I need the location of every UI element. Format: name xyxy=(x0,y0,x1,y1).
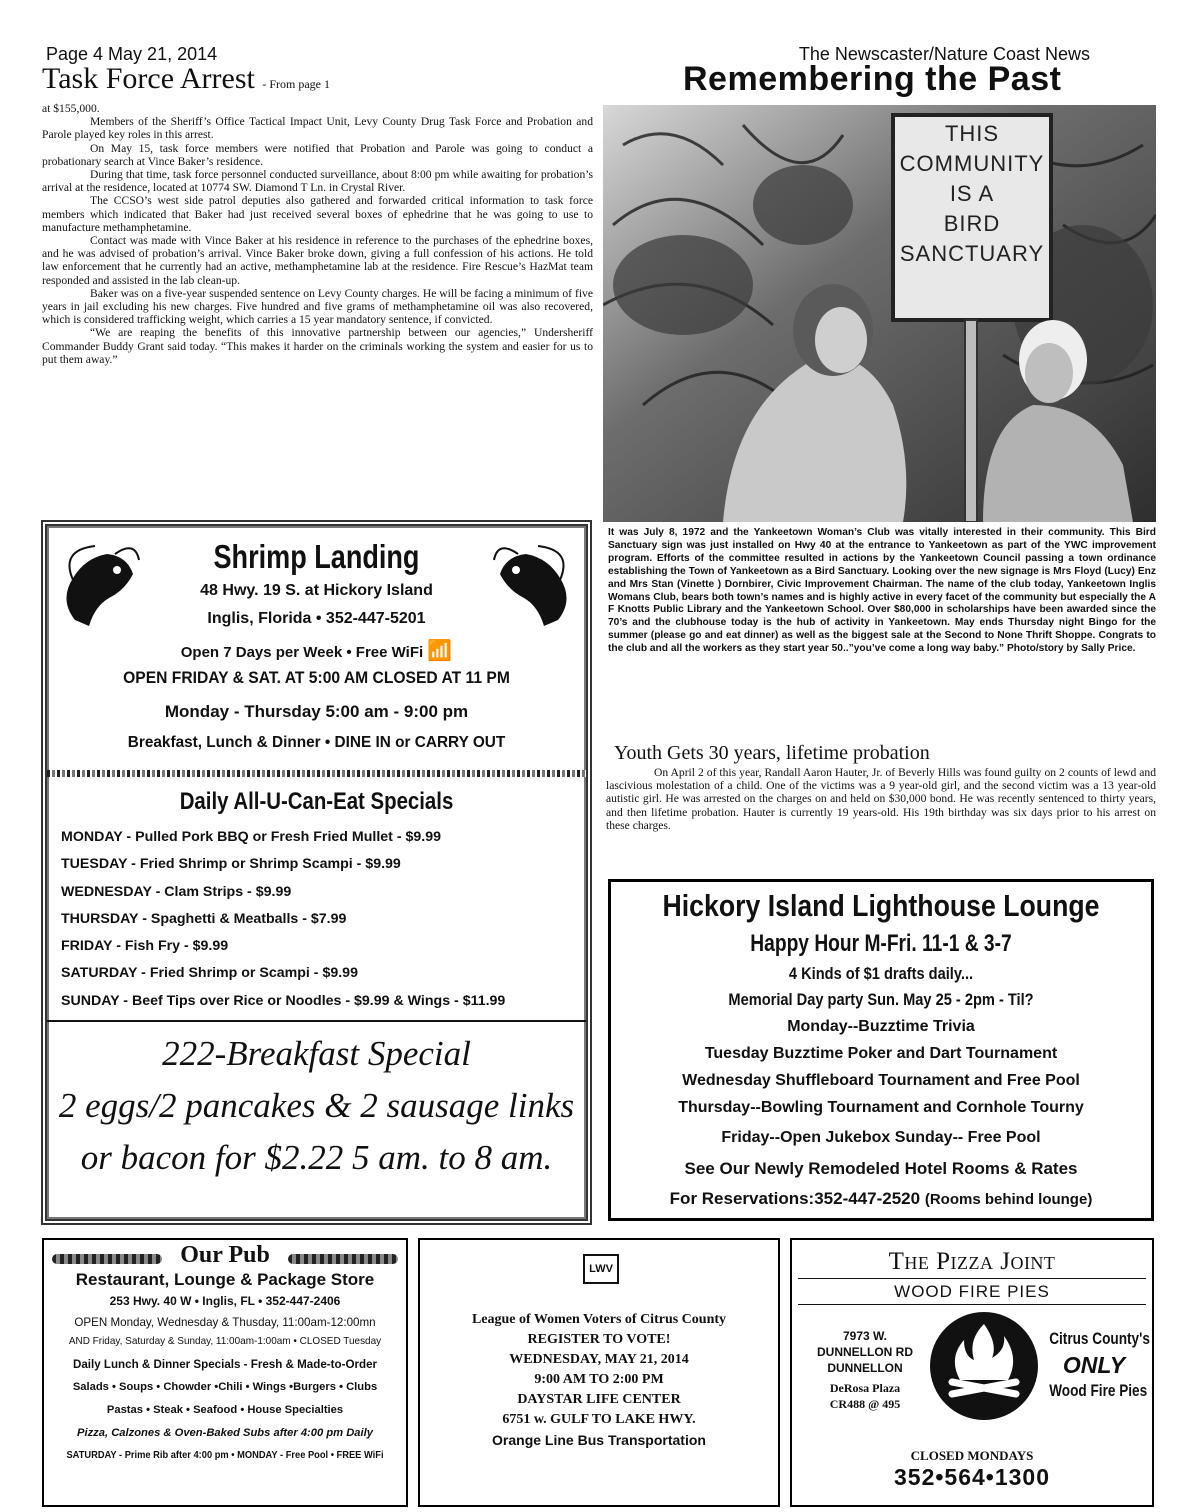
pub-menu: Salads • Soups • Chowder •Chili • Wings •Burgers • Clubs xyxy=(72,1381,378,1393)
breakfast-special-title: 222-Breakfast Special xyxy=(162,1034,471,1073)
lounge-event: Thursday--Bowling Tournament and Cornhole Tourny xyxy=(678,1099,1084,1116)
pizza-plaza: DeRosa Plaza xyxy=(829,1381,901,1395)
article-title-text: Task Force Arrest xyxy=(42,62,255,95)
arrest-paragraph: Members of the Sheriff’s Office Tactical Impact Unit, Levy County Drug Task Force and Probation and Parole played key roles in this arrest. xyxy=(42,115,593,142)
shrimp-meals: Breakfast, Lunch & Dinner • DINE IN or CARRY OUT xyxy=(127,734,506,751)
page-header-right: The Newscaster/Nature Coast News xyxy=(798,44,1090,64)
pizza-rule xyxy=(798,1304,1146,1305)
pizza-tag-only: ONLY xyxy=(1062,1352,1126,1378)
youth-title: Youth Gets 30 years, lifetime probation xyxy=(614,742,930,764)
pub-address: 253 Hwy. 40 W • Inglis, FL • 352-447-2406 xyxy=(109,1294,341,1308)
arrest-paragraph: The CCSO’s west side patrol deputies also gathered and forwarded critical information to task force members which indicated that Baker had just received several boxes of ephedrine that he was going to use to manufacture methamphetamine. xyxy=(42,194,593,234)
lwv-logo-text: LWV xyxy=(589,1263,613,1275)
shrimp-city-phone: Inglis, Florida • 352-447-5201 xyxy=(207,610,426,627)
photo-caption: It was July 8, 1972 and the Yankeetown Woman’s Club was vitally interested in their community. This Bird Sanctuary sign was just installed on Hwy 40 at the entrance to Yankeetown as part of the YWC improvement program. Efforts of the committee resulted in actions by the Yankeetown Council passing a town ordinance establishing the Town of Yankeetown as a Bird Sanctuary. Looking over the new signage is Mrs Floyd (Lucy) Enz and Mrs Stan (Vinette ) Dornbirer, Civic Improvement Chairman. The name of the club today, Yankeetown Inglis Womans Club, bears both town’s names and is highly active in every facet of the community but especially the A F Knotts Public Library and the Yankeetown School. Over $80,000 in scholarships have been awarded since the 70’s and the clubhouse today is the hub of activity in Yankeetown. May ends Thursday night Bingo for the summer (please go and eat dinner) as well as the biggest sale at the Second to None Thrift Shoppe. Congrats to the club and all the workers as they start year 50..”you’ve come a long way baby.” Photo/story by Sally Price. xyxy=(608,527,1156,655)
special-item: SATURDAY - Fried Shrimp or Scampi - $9.99 xyxy=(61,965,358,982)
pizza-tagline xyxy=(1038,1326,1150,1404)
lwv-line: 9:00 AM TO 2:00 PM xyxy=(534,1372,664,1387)
shrimp-friday-hours: OPEN FRIDAY & SAT. AT 5:00 AM CLOSED AT 11 PM xyxy=(123,668,510,687)
specials-title: Daily All-U-Can-Eat Specials xyxy=(179,788,454,815)
historic-photo xyxy=(603,105,1156,522)
breakfast-special-line: or bacon for $2.22 5 am. to 8 am. xyxy=(80,1138,553,1177)
pub-menu: SATURDAY - Prime Rib after 4:00 pm • MONDAY - Free Pool • FREE WiFi xyxy=(66,1450,384,1461)
specials-divider xyxy=(47,1020,586,1022)
pizza-address-line: DUNNELLON RD xyxy=(817,1345,913,1359)
fire-icon xyxy=(928,1310,1040,1422)
arrest-paragraph: “We are reaping the benefits of this innovative partnership between our agencies,” Undersheriff Commander Buddy Grant said today. “This makes it harder on the criminals working the system and easier for us to put them away.” xyxy=(42,326,593,366)
pizza-closed: CLOSED MONDAYS xyxy=(910,1448,1034,1463)
wifi-icon: 📶 xyxy=(427,640,453,662)
lwv-line: Orange Line Bus Transportation xyxy=(492,1432,706,1448)
pizza-tag: Wood Fire Pies xyxy=(1049,1381,1148,1400)
lounge-event: Friday--Open Jukebox Sunday-- Free Pool xyxy=(721,1129,1041,1146)
article-title-sub: - From page 1 xyxy=(262,77,330,91)
sign-line: IS A xyxy=(949,181,995,206)
reservations-note: (Rooms behind lounge) xyxy=(924,1191,1093,1208)
youth-body: On April 2 of this year, Randall Aaron Hauter, Jr. of Beverly Hills was found guilty on 2 counts of lewd and lascivious molestation of a child. One of the victims was a 9 year-old girl, and the second victim was a 13 year-old autistic girl. He was arrested on the charges on and held on $30,000 bond. He was recently sentenced to thirty years, and then lifetime probation. Hauter is currently 19 years-old. His 19th birthday was six days prior to his arrest on these charges. xyxy=(606,766,1156,832)
special-item: WEDNESDAY - Clam Strips - $9.99 xyxy=(61,883,292,900)
lounge-reservations xyxy=(611,1189,1151,1209)
pizza-joint-name: The Pizza Joint xyxy=(888,1248,1056,1275)
arrest-lead: at $155,000. xyxy=(42,102,100,115)
lounge-hotel: See Our Newly Remodeled Hotel Rooms & Rates xyxy=(684,1159,1078,1178)
lounge-event: Monday--Buzztime Trivia xyxy=(787,1018,975,1035)
lounge-happy-hour: Happy Hour M-Fri. 11-1 & 3-7 xyxy=(750,930,1012,957)
lwv-line: DAYSTAR LIFE CENTER xyxy=(517,1392,681,1407)
special-item: SUNDAY - Beef Tips over Rice or Noodles - $9.99 & Wings - $11.99 xyxy=(61,992,506,1009)
pub-daily: Daily Lunch & Dinner Specials - Fresh & Made-to-Order xyxy=(72,1358,378,1371)
shrimp-landing-ad xyxy=(41,520,592,1225)
reservations-phone: For Reservations:352-447-2520 xyxy=(669,1189,921,1208)
lwv-text xyxy=(420,1310,778,1450)
shrimp-landing-name: Shrimp Landing xyxy=(213,538,420,575)
sanctuary-sign xyxy=(895,119,1049,269)
arrest-paragraph: During that time, task force personnel conducted surveillance, about 8:00 pm while awaiting for probation’s arrival at the residence, located at 10774 SW. Diamond T Ln. in Crystal River. xyxy=(42,168,593,195)
shrimp-open-days xyxy=(47,638,586,663)
pizza-tag: Citrus County's xyxy=(1049,1329,1150,1348)
shrimp-weekday-hours: Monday - Thursday 5:00 am - 9:00 pm xyxy=(164,702,469,721)
pizza-phone: 352•564•1300 xyxy=(893,1464,1051,1490)
pizza-address-line: 7973 W. xyxy=(842,1329,888,1343)
league-women-voters-ad xyxy=(418,1238,780,1507)
lounge-drafts: 4 Kinds of $1 drafts daily... xyxy=(788,964,974,983)
sign-line: COMMUNITY xyxy=(899,151,1045,176)
lounge-title: Hickory Island Lighthouse Lounge xyxy=(662,888,1100,923)
photo-illustration xyxy=(603,105,1156,522)
pub-name: Our Pub xyxy=(180,1242,270,1268)
special-item: FRIDAY - Fish Fry - $9.99 xyxy=(61,938,229,955)
special-item: THURSDAY - Spaghetti & Meatballs - $7.99 xyxy=(61,910,347,927)
breakfast-special-line: 2 eggs/2 pancakes & 2 sausage links xyxy=(58,1086,575,1125)
pizza-address-line: DUNNELLON xyxy=(827,1361,903,1375)
lwv-line: League of Women Voters of Citrus County xyxy=(471,1312,727,1327)
pub-menu: Pizza, Calzones & Oven-Baked Subs after 4:00 pm Daily xyxy=(77,1427,373,1439)
arrest-paragraph: On May 15, task force members were notified that Probation and Parole was going to conduct a probationary search at Vince Baker’s residence. xyxy=(42,141,593,168)
pizza-rule xyxy=(798,1278,1146,1279)
sign-line: THIS xyxy=(944,121,1000,146)
pub-subtitle: Restaurant, Lounge & Package Store xyxy=(75,1270,375,1289)
lounge-event: Wednesday Shuffleboard Tournament and Free Pool xyxy=(682,1072,1080,1089)
pub-menu: Pastas • Steak • Seafood • House Specialties xyxy=(106,1404,344,1416)
pub-hours: AND Friday, Saturday & Sunday, 11:00am-1:00am • CLOSED Tuesday xyxy=(68,1336,382,1347)
sign-line: SANCTUARY xyxy=(899,241,1045,266)
our-pub-ad xyxy=(42,1238,408,1507)
lighthouse-lounge-ad xyxy=(608,879,1154,1221)
pizza-sub: WOOD FIRE PIES xyxy=(894,1282,1050,1301)
shrimp-address: 48 Hwy. 19 S. at Hickory Island xyxy=(200,582,433,599)
remembering-title: Remembering the Past xyxy=(683,60,1062,98)
arrest-article-body xyxy=(42,102,593,366)
lwv-line: REGISTER TO VOTE! xyxy=(527,1332,671,1347)
lwv-line: WEDNESDAY, MAY 21, 2014 xyxy=(509,1352,689,1367)
pub-hours: OPEN Monday, Wednesday & Thusday, 11:00am-12:00mn xyxy=(74,1316,376,1329)
sign-line: BIRD xyxy=(943,211,1001,236)
arrest-paragraph: Contact was made with Vince Baker at his residence in reference to the purchases of the ephedrine boxes, and he was advised of probation’s arrival. Vince Baker broke down, giving a full confession of his actions. He told law enforcement that he currently had an active, methamphetamine lab at the residence. Fire Rescue’s HazMat team responded and assisted in the lab clean-up. xyxy=(42,234,593,287)
lounge-memorial: Memorial Day party Sun. May 25 - 2pm - Til? xyxy=(728,990,1034,1009)
specials-list xyxy=(61,824,505,1015)
page-header-left: Page 4 May 21, 2014 xyxy=(46,44,218,64)
arrest-paragraph: Baker was on a five-year suspended sentence on Levy County charges. He will be facing a minimum of five years in jail excluding his new charges. Five hundred and five grams of methamphetamine oil was also recovered, which is considered trafficking weight, which carries a 15 year mandatory sentence, if convicted. xyxy=(42,286,593,327)
special-item: MONDAY - Pulled Pork BBQ or Fresh Fried Mullet - $9.99 xyxy=(61,829,441,845)
lwv-line: 6751 w. GULF TO LAKE HWY. xyxy=(502,1412,696,1427)
special-item: TUESDAY - Fried Shrimp or Shrimp Scampi - $9.99 xyxy=(61,856,401,873)
pizza-cr: CR488 @ 495 xyxy=(829,1397,901,1411)
article-title xyxy=(42,62,330,101)
lounge-event: Tuesday Buzztime Poker and Dart Tournament xyxy=(704,1045,1058,1062)
pizza-joint-ad xyxy=(790,1238,1154,1507)
pizza-address xyxy=(806,1328,924,1412)
lwv-logo xyxy=(583,1254,619,1284)
shrimp-open-text: Open 7 Days per Week • Free WiFi xyxy=(180,644,424,661)
rope-divider xyxy=(47,770,586,777)
